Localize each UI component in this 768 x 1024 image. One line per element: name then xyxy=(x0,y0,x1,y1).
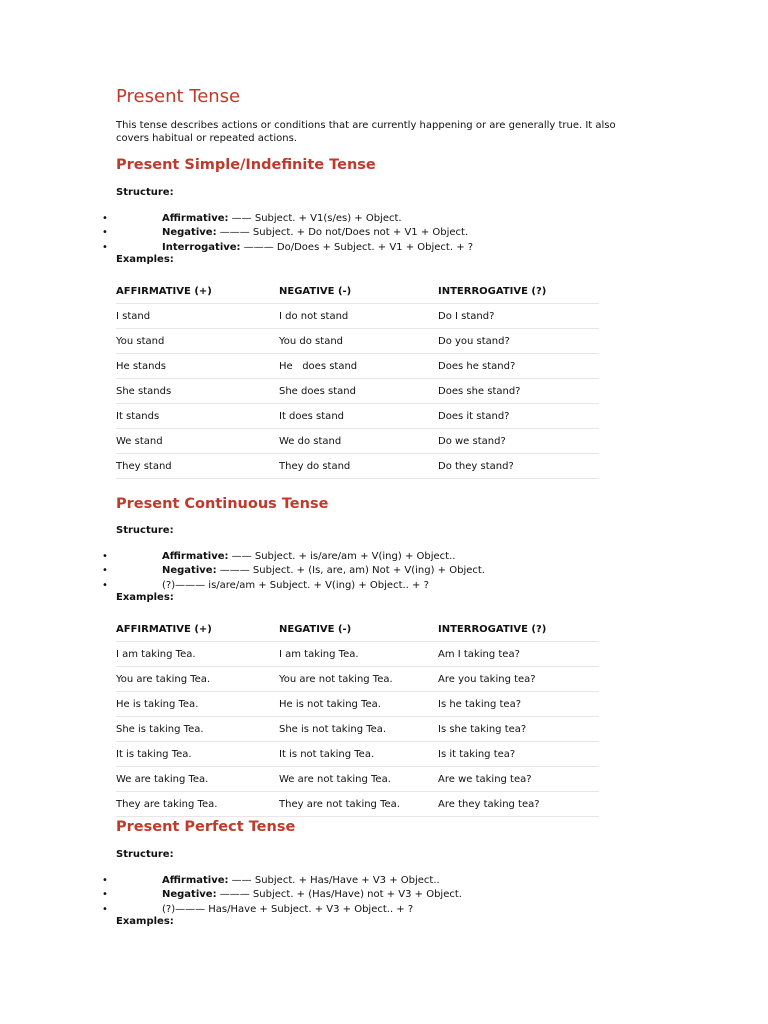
affirmative-cell: We stand xyxy=(116,436,163,447)
bullet-icon: • xyxy=(102,241,108,253)
examples-label: Examples: xyxy=(116,592,174,603)
interrogative-cell: Am I taking tea? xyxy=(438,649,520,660)
bullet-icon: • xyxy=(102,903,108,915)
table-header-row xyxy=(116,617,599,642)
rule-formula: (?)——— is/are/am + Subject. + V(ing) + Object.. + ? xyxy=(162,579,429,591)
negative-cell: We are not taking Tea. xyxy=(279,774,391,785)
bullet-icon: • xyxy=(102,889,108,901)
table-row xyxy=(116,692,599,717)
affirmative-cell: You stand xyxy=(116,336,165,347)
negative-cell: I do not stand xyxy=(279,311,349,322)
table-row xyxy=(116,454,599,479)
interrogative-cell: Are you taking tea? xyxy=(438,674,536,685)
negative-cell: It does stand xyxy=(279,411,344,422)
column-header-negative: NEGATIVE (-) xyxy=(279,624,352,635)
rule-label: Affirmative: xyxy=(162,213,229,224)
table-row xyxy=(116,354,599,379)
section-heading-present-simple: Present Simple/Indefinite Tense xyxy=(116,157,376,173)
interrogative-cell: Does it stand? xyxy=(438,411,510,422)
interrogative-cell: Do we stand? xyxy=(438,436,506,447)
table-row xyxy=(116,404,599,429)
examples-table-present-simple xyxy=(116,279,599,479)
rule-formula: (?)——— Has/Have + Subject. + V3 + Object.. + ? xyxy=(162,903,414,915)
rule-formula: ——— Do/Does + Subject. + V1 + Object. + ? xyxy=(240,241,474,253)
rule-formula: —— Subject. + V1(s/es) + Object. xyxy=(228,213,402,224)
table-row xyxy=(116,717,599,742)
examples-table-present-continuous xyxy=(116,617,599,817)
structure-label: Structure: xyxy=(116,849,174,860)
column-header-affirmative: AFFIRMATIVE (+) xyxy=(116,624,212,635)
column-header-negative: NEGATIVE (-) xyxy=(279,286,352,297)
negative-cell: He does stand xyxy=(279,361,358,372)
rule-label: Affirmative: xyxy=(162,551,229,562)
rule-formula: ——— Subject. + (Has/Have) not + V3 + Object. xyxy=(216,889,462,901)
negative-cell: She is not taking Tea. xyxy=(279,724,387,735)
page-title: Present Tense xyxy=(116,86,241,107)
negative-cell: She does stand xyxy=(279,386,356,397)
affirmative-cell: They are taking Tea. xyxy=(116,799,218,810)
interrogative-cell: Is he taking tea? xyxy=(438,699,521,710)
negative-cell: They are not taking Tea. xyxy=(279,799,400,810)
negative-cell: You are not taking Tea. xyxy=(279,674,393,685)
intro-paragraph: This tense describes actions or conditions that are currently happening or are generally true. It also covers habitual or repeated actions. xyxy=(116,120,616,144)
bullet-icon: • xyxy=(102,875,108,886)
negative-cell: It is not taking Tea. xyxy=(279,749,375,760)
bullet-icon: • xyxy=(102,579,108,591)
rule-formula: —— Subject. + is/are/am + V(ing) + Object.. xyxy=(228,551,456,562)
table-header-row xyxy=(116,279,599,304)
interrogative-cell: Are they taking tea? xyxy=(438,799,540,810)
column-header-interrogative: INTERROGATIVE (?) xyxy=(438,286,547,297)
section-heading-present-perfect: Present Perfect Tense xyxy=(116,819,296,835)
rule-formula: —— Subject. + Has/Have + V3 + Object.. xyxy=(228,875,440,886)
table-row xyxy=(116,767,599,792)
affirmative-cell: She stands xyxy=(116,386,172,397)
interrogative-cell: Is it taking tea? xyxy=(438,749,516,760)
column-header-affirmative: AFFIRMATIVE (+) xyxy=(116,286,212,297)
interrogative-cell: Do you stand? xyxy=(438,336,510,347)
rule-label: Negative: xyxy=(162,889,217,901)
negative-cell: He is not taking Tea. xyxy=(279,699,381,710)
affirmative-cell: I am taking Tea. xyxy=(116,649,196,660)
bullet-icon: • xyxy=(102,551,108,562)
table-row xyxy=(116,379,599,404)
bullet-icon: • xyxy=(102,213,108,224)
rule-label: Negative: xyxy=(162,565,217,577)
affirmative-cell: I stand xyxy=(116,311,151,322)
interrogative-cell: Do I stand? xyxy=(438,311,495,322)
interrogative-cell: Do they stand? xyxy=(438,461,514,472)
negative-cell: We do stand xyxy=(279,436,342,447)
structure-label: Structure: xyxy=(116,525,174,536)
rule-formula: ——— Subject. + Do not/Does not + V1 + Object. xyxy=(216,227,469,239)
negative-cell: I am taking Tea. xyxy=(279,649,359,660)
affirmative-cell: She is taking Tea. xyxy=(116,724,204,735)
table-row xyxy=(116,667,599,692)
table-row xyxy=(116,304,599,329)
table-row xyxy=(116,329,599,354)
examples-label: Examples: xyxy=(116,254,174,265)
rule-label: Affirmative: xyxy=(162,875,229,886)
negative-cell: You do stand xyxy=(279,336,344,347)
affirmative-cell: You are taking Tea. xyxy=(116,674,211,685)
table-row xyxy=(116,642,599,667)
rule-label: Negative: xyxy=(162,227,217,239)
affirmative-cell: He stands xyxy=(116,361,167,372)
rule-formula: ——— Subject. + (Is, are, am) Not + V(ing) + Object. xyxy=(216,565,485,577)
affirmative-cell: He is taking Tea. xyxy=(116,699,199,710)
examples-label: Examples: xyxy=(116,916,174,927)
affirmative-cell: They stand xyxy=(116,461,172,472)
bullet-icon: • xyxy=(102,227,108,239)
column-header-interrogative: INTERROGATIVE (?) xyxy=(438,624,547,635)
interrogative-cell: Does she stand? xyxy=(438,386,521,397)
interrogative-cell: Does he stand? xyxy=(438,361,516,372)
affirmative-cell: We are taking Tea. xyxy=(116,774,209,785)
interrogative-cell: Is she taking tea? xyxy=(438,724,527,735)
negative-cell: They do stand xyxy=(279,461,351,472)
section-heading-present-continuous: Present Continuous Tense xyxy=(116,496,329,512)
bullet-icon: • xyxy=(102,565,108,577)
structure-label: Structure: xyxy=(116,187,174,198)
rule-label: Interrogative: xyxy=(162,241,241,253)
table-row xyxy=(116,742,599,767)
table-row xyxy=(116,429,599,454)
interrogative-cell: Are we taking tea? xyxy=(438,774,532,785)
affirmative-cell: It is taking Tea. xyxy=(116,749,192,760)
affirmative-cell: It stands xyxy=(116,411,160,422)
table-row xyxy=(116,792,599,817)
